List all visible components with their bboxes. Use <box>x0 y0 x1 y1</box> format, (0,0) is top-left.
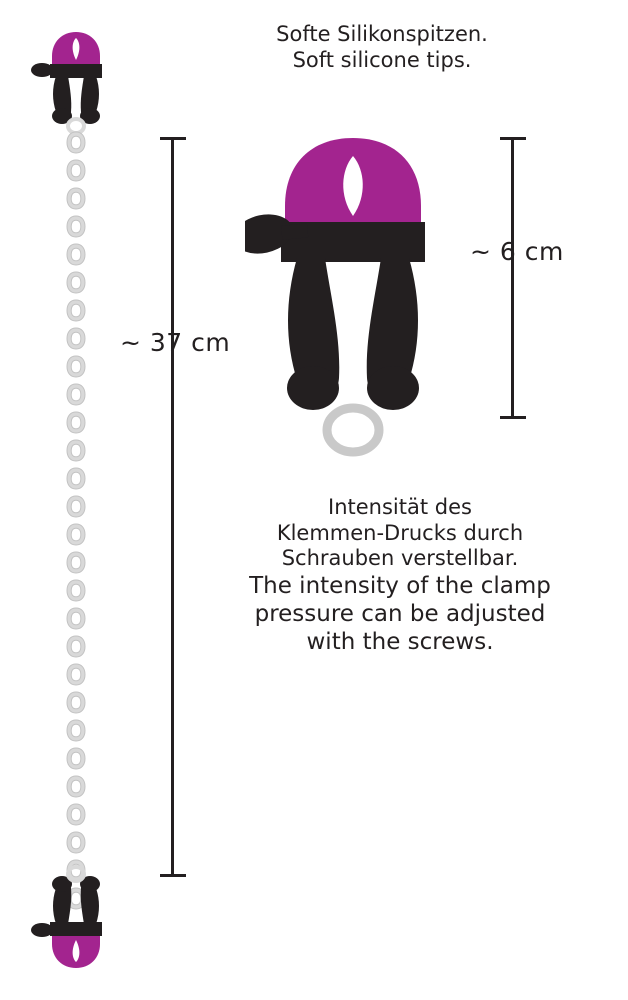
top-caption-en: Soft silicone tips. <box>292 47 472 72</box>
bottom-caption-de-2: Klemmen-Drucks durch <box>276 520 524 545</box>
bottom-caption-de-3: Schrauben verstellbar. <box>281 546 519 571</box>
bottom-caption <box>230 495 570 656</box>
length-dim-bottom-cap <box>160 874 186 877</box>
top-clamp <box>31 32 102 133</box>
bottom-caption-en-2: pressure can be adjusted <box>254 600 546 627</box>
length-dimension-label: ~ 37 cm <box>120 328 231 357</box>
bottom-caption-en-1: The intensity of the clamp <box>249 572 551 599</box>
head-dim-line <box>511 137 514 419</box>
full-product-svg <box>30 20 160 980</box>
clamp-detail-svg <box>245 130 475 480</box>
head-dim-bottom-cap <box>500 416 526 419</box>
bottom-caption-de-1: Intensität des <box>328 495 472 519</box>
left-product-illustration <box>30 20 160 980</box>
right-product-illustration <box>245 130 475 480</box>
chain <box>67 132 85 909</box>
bottom-clamp <box>31 867 102 968</box>
top-caption <box>232 22 532 73</box>
bottom-caption-en-3: with the screws. <box>306 628 494 655</box>
top-caption-de: Softe Silikonspitzen. <box>276 22 488 46</box>
head-dimension-label: ~ 6 cm <box>470 237 564 266</box>
length-dim-line <box>171 137 174 877</box>
